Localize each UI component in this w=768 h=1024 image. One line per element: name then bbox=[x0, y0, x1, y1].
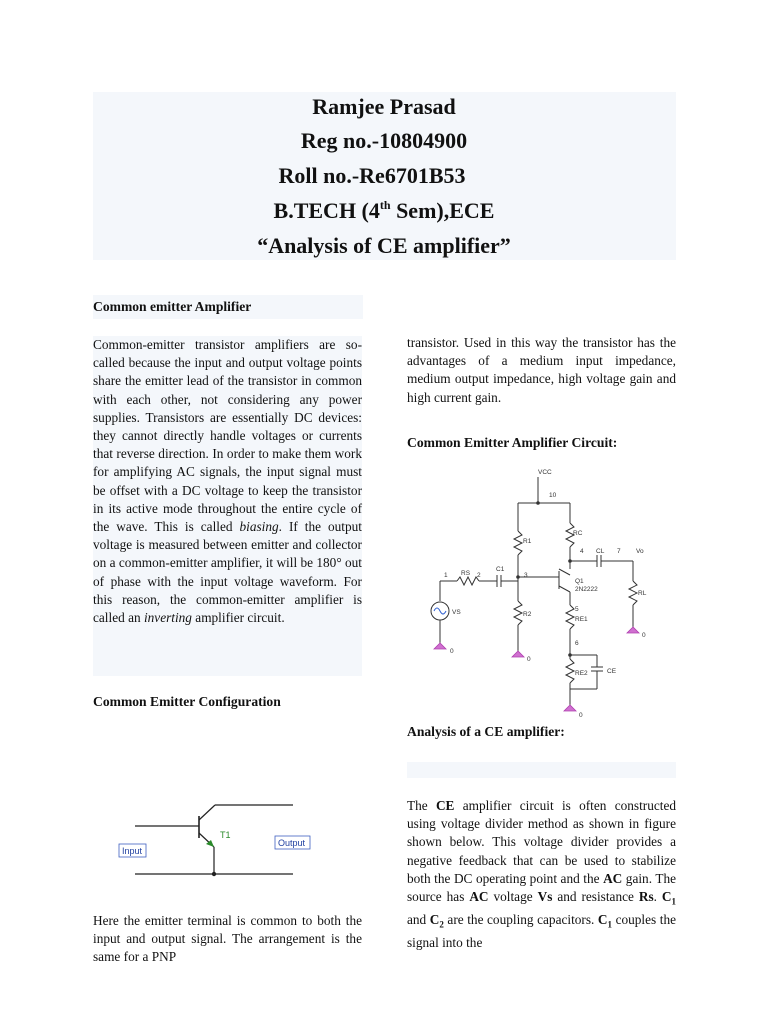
re1-label: RE1 bbox=[575, 616, 588, 623]
ce-amplifier-circuit-diagram bbox=[407, 465, 676, 725]
heading-common-emitter-amplifier: Common emitter Amplifier bbox=[93, 295, 363, 319]
node-2: 2 bbox=[477, 572, 481, 579]
node-6: 6 bbox=[575, 640, 579, 647]
cl-label: CL bbox=[596, 548, 605, 555]
r1-label: R1 bbox=[523, 538, 532, 545]
r2-label: R2 bbox=[523, 611, 532, 618]
heading-analysis-ce-amplifier: Analysis of a CE amplifier: bbox=[407, 724, 565, 739]
node-7: 7 bbox=[617, 548, 621, 555]
q1-label: Q1 bbox=[575, 578, 584, 585]
node-10: 10 bbox=[549, 492, 557, 499]
paragraph-ce-intro: Common-emitter transistor amplifiers are so-called because the input and output voltage points share the emitter lead of the transistor in common with each other, not considering any power supplies. Transistors are essentially DC devices: they cannot directly handle voltages or currents that reverse direction. In order to make them work for amplifying AC signals, the input signal must be offset with a DC voltage to keep the transistor in its active mode throughout the entire cycle of the wave. This is called biasing. If the output voltage is measured between emitter and collector on a common-emitter amplifier, it will be 180° out of phase with the input voltage waveform. For this reason, the common-emitter amplifier is called an inverting amplifier circuit. bbox=[93, 336, 362, 676]
ground-label-re2: 0 bbox=[579, 712, 583, 719]
ground-label-rl: 0 bbox=[642, 632, 646, 639]
rl-label: RL bbox=[638, 590, 647, 597]
reg-number: Reg no.-10804900 bbox=[300, 128, 468, 153]
vcc-label: VCC bbox=[538, 469, 552, 476]
node-3: 3 bbox=[524, 572, 528, 579]
document-title: “Analysis of CE amplifier” bbox=[257, 233, 511, 258]
rc-label: RC bbox=[573, 530, 583, 537]
ground-label-vs: 0 bbox=[450, 648, 454, 655]
heading-common-emitter-configuration: Common Emitter Configuration bbox=[93, 694, 281, 709]
node-4: 4 bbox=[580, 548, 584, 555]
roll-number: Roll no.-Re6701B53 bbox=[278, 163, 466, 188]
input-label: Input bbox=[122, 846, 143, 856]
course-line: B.TECH (4th Sem),ECE bbox=[273, 198, 495, 223]
q1-part-label: 2N2222 bbox=[575, 586, 598, 593]
node-1: 1 bbox=[444, 572, 448, 579]
heading-ce-amplifier-circuit: Common Emitter Amplifier Circuit: bbox=[407, 435, 618, 450]
ce-configuration-diagram bbox=[93, 790, 363, 890]
ce-label: CE bbox=[607, 668, 617, 675]
c1-label: C1 bbox=[496, 566, 505, 573]
rs-label: RS bbox=[461, 570, 471, 577]
shaded-strip bbox=[407, 762, 676, 778]
re2-label: RE2 bbox=[575, 670, 588, 677]
vo-label: Vo bbox=[636, 548, 644, 555]
author-name: Ramjee Prasad bbox=[312, 94, 456, 119]
paragraph-transistor-advantages: transistor. Used in this way the transistor has the advantages of a medium input impedance, medium output impedance, high voltage gain and high current gain. bbox=[407, 335, 676, 405]
node-5: 5 bbox=[575, 606, 579, 613]
paragraph-emitter-common: Here the emitter terminal is common to both the input and output signal. The arrangement is the same for a PNP bbox=[93, 913, 362, 965]
output-label: Output bbox=[278, 838, 306, 848]
vs-label: VS bbox=[452, 609, 461, 616]
t1-label: T1 bbox=[220, 830, 231, 840]
ground-label-r2: 0 bbox=[527, 656, 531, 663]
paragraph-ce-analysis: The CE amplifier circuit is often constructed using voltage divider method as shown in figure shown below. This voltage divider provides a negative feedback that can be used to stabilize both the DC operating point and the AC gain. The source has AC voltage Vs and resistance Rs. $C_1$ and $C_2$ are the coupling capacitors. $C_1$ couples the signal into the bbox=[407, 798, 677, 950]
